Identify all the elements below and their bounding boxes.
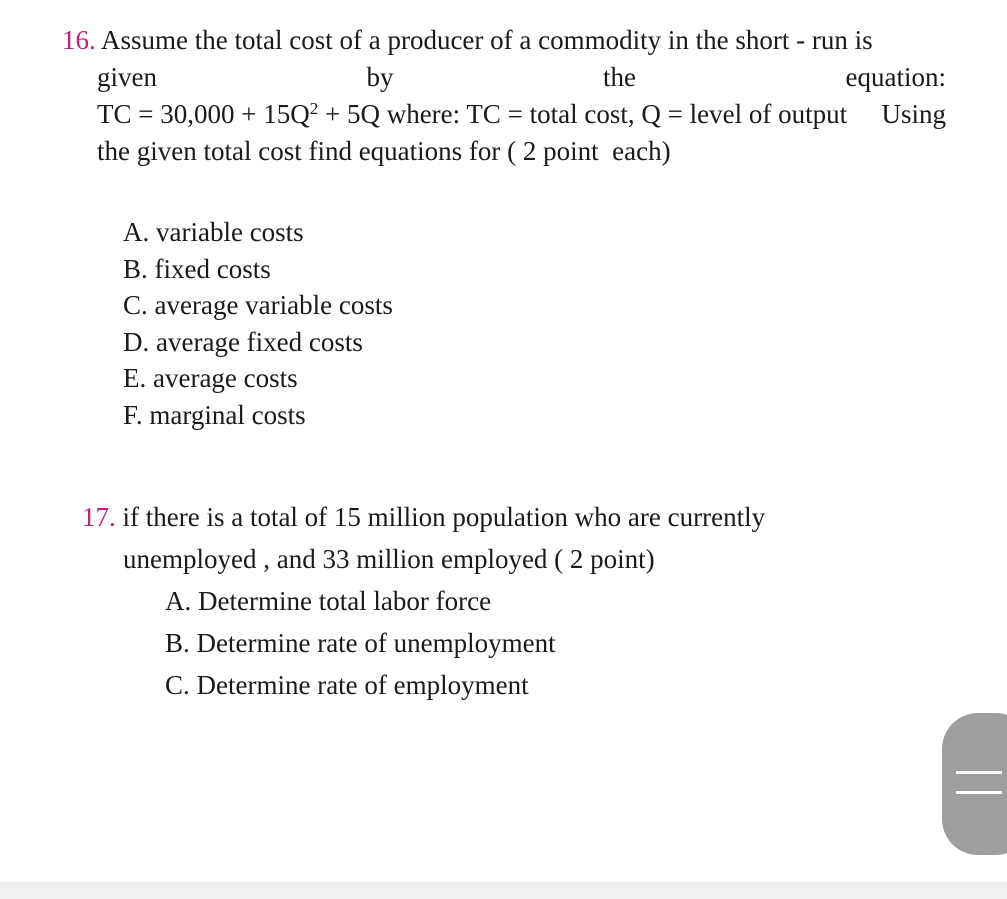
word-equation: equation: <box>845 62 946 92</box>
option-total-labor-force: A. Determine total labor force <box>165 586 492 616</box>
word-by: by <box>366 62 394 92</box>
option-rate-of-employment: C. Determine rate of employment <box>165 670 529 700</box>
option-marginal-costs: F. marginal costs <box>123 399 306 430</box>
handle-grip-icon <box>956 771 1002 774</box>
option-fixed-costs: B. fixed costs <box>123 253 271 284</box>
option-rate-of-unemployment: B. Determine rate of unemployment <box>165 628 556 658</box>
question-17-options <box>165 580 556 706</box>
option-average-variable-costs: C. average variable costs <box>123 290 393 320</box>
equation-exponent: 2 <box>309 99 319 118</box>
handle-grip-icon <box>956 791 1002 794</box>
word-given: given <box>97 62 157 92</box>
question-16-second-line <box>97 59 946 96</box>
option-average-costs: E. average costs <box>123 363 298 393</box>
question-16-number: 16. <box>62 25 96 55</box>
question-17-first-line <box>82 496 765 538</box>
question-17-second-line: unemployed , and 33 million employed ( 2 point) <box>123 544 655 574</box>
question-17 <box>82 496 765 580</box>
question-16-options <box>123 214 393 433</box>
equation-tail: Using <box>881 99 946 129</box>
question-17-number: 17. <box>82 502 116 532</box>
question-17-line1: if there is a total of 15 million population who are currently <box>115 502 766 532</box>
equation-prefix: TC = 30,000 + 15Q <box>97 99 310 129</box>
question-16-equation-line <box>97 96 946 133</box>
equation-suffix: + 5Q where: TC = total cost, Q = level of output <box>318 99 848 129</box>
side-panel-handle[interactable] <box>942 713 1007 855</box>
word-the: the <box>603 62 636 92</box>
question-16-last-line: the given total cost find equations for ( 2 point each) <box>97 136 671 166</box>
question-16-first-line <box>62 22 946 59</box>
bottom-bar <box>0 882 1007 899</box>
option-average-fixed-costs: D. average fixed costs <box>123 326 363 357</box>
question-16-intro: Assume the total cost of a producer of a commodity in the short - run is <box>95 25 873 55</box>
equation <box>97 96 847 133</box>
option-variable-costs: A. variable costs <box>123 217 304 247</box>
